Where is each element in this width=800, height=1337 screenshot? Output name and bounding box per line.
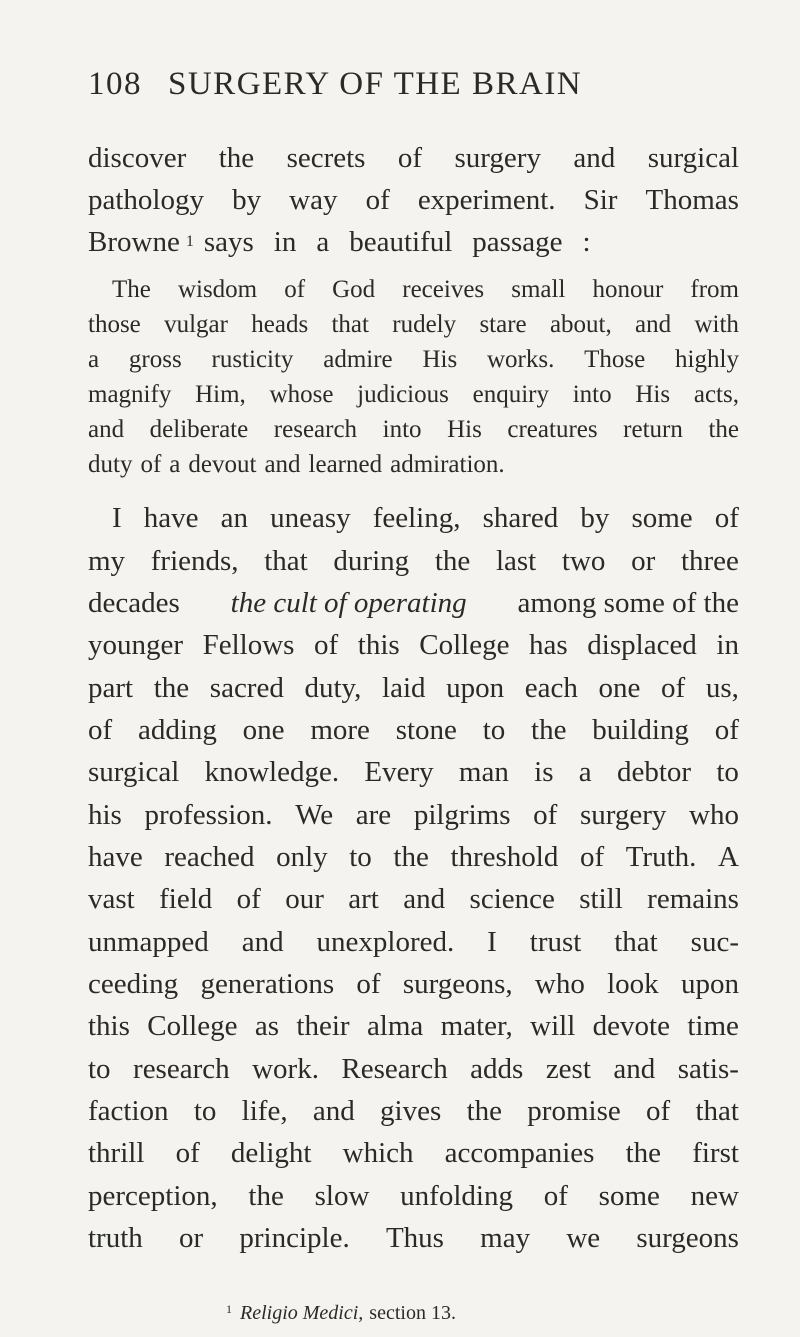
word: an [220, 502, 248, 534]
word: says [203, 226, 254, 258]
word: time [687, 1010, 739, 1042]
word: those [88, 311, 141, 338]
word: wisdom [177, 276, 258, 303]
word: will [530, 1010, 576, 1042]
word: admire [323, 346, 393, 373]
word: I [487, 926, 497, 958]
footnote-mark: 1 [226, 1302, 232, 1316]
word: who [534, 968, 585, 1000]
word: in [273, 226, 297, 258]
paragraph-2-line [88, 1133, 739, 1173]
word: return [623, 416, 683, 443]
word: admiration. [390, 451, 505, 478]
word: adds [470, 1053, 524, 1085]
running-title: SURGERY OF THE BRAIN [168, 66, 583, 102]
word: acts, [693, 381, 739, 408]
word: whose [269, 381, 334, 408]
word: rudely [392, 311, 457, 338]
word: my [88, 545, 126, 577]
word: displaced [587, 629, 697, 661]
word: only [276, 841, 328, 873]
word: surgeons [636, 1222, 739, 1254]
word: and [312, 1095, 355, 1127]
word: surgeons, [402, 968, 513, 1000]
footnote [226, 1302, 456, 1325]
paragraph-1-line: Browne 1 says in a beautiful passage : [88, 222, 739, 262]
word: accompanies [444, 1137, 595, 1169]
word: rusticity [211, 346, 294, 373]
word: remains [647, 883, 739, 915]
word: may [480, 1222, 531, 1254]
word: of [579, 841, 605, 873]
word: passage [472, 226, 563, 258]
word: two [561, 545, 606, 577]
word: of [714, 502, 739, 534]
paragraph-2-line [88, 710, 739, 750]
word: unfolding [400, 1180, 513, 1212]
word: that [331, 311, 369, 338]
word: research [273, 416, 358, 443]
word: of [314, 629, 339, 661]
quotation-line [112, 273, 739, 307]
word: ceeding [88, 968, 179, 1000]
word: perception, [88, 1180, 218, 1212]
word: upon [680, 968, 739, 1000]
word: friends, [150, 545, 239, 577]
word: have [88, 841, 143, 873]
paragraph-2-line [88, 922, 739, 962]
word: to [349, 841, 372, 873]
word: who [689, 799, 739, 831]
word: of [533, 799, 558, 831]
word: and [241, 926, 284, 958]
word: and [88, 416, 125, 443]
word: profession. [144, 799, 273, 831]
word: the [708, 416, 739, 443]
paragraph-2-line [88, 837, 739, 877]
word: and [264, 451, 301, 478]
word: that [614, 926, 658, 958]
paragraph-2-line [88, 1006, 739, 1046]
word: gross [128, 346, 182, 373]
word: Him, [195, 381, 246, 408]
word: surgical [88, 756, 180, 788]
word: a [578, 756, 592, 788]
word: one [598, 672, 641, 704]
word: His [447, 416, 482, 443]
word: uneasy [270, 502, 351, 534]
word: in [716, 629, 739, 661]
word: look [607, 968, 659, 1000]
word: a [316, 226, 330, 258]
word: the [153, 672, 190, 704]
word: alma [366, 1010, 424, 1042]
word: of [365, 184, 390, 216]
paragraph-2-line [88, 879, 739, 919]
word: has [529, 629, 568, 661]
word: of [175, 1137, 200, 1169]
word: or [631, 545, 656, 577]
word: the [434, 545, 471, 577]
word: three [680, 545, 739, 577]
word: principle. [239, 1222, 350, 1254]
word: us, [705, 672, 739, 704]
word: this [357, 629, 400, 661]
word: more [310, 714, 370, 746]
word: the [625, 1137, 662, 1169]
word: surgical [647, 142, 739, 174]
word: of [543, 1180, 568, 1212]
word: that [695, 1095, 739, 1127]
quotation-line [88, 413, 739, 447]
word: about, [549, 311, 612, 338]
word: is [534, 756, 554, 788]
word: life, [241, 1095, 288, 1127]
word: Those [584, 346, 646, 373]
paragraph-2-line [88, 541, 739, 581]
word: and [635, 311, 672, 338]
word: part [88, 672, 134, 704]
word: laid [382, 672, 426, 704]
word: some [598, 1180, 660, 1212]
word: by [580, 502, 610, 534]
word: and [613, 1053, 656, 1085]
word: delight [230, 1137, 312, 1169]
word: which [342, 1137, 414, 1169]
word: way [289, 184, 338, 216]
word: to [482, 714, 506, 746]
paragraph-2-line [88, 1091, 739, 1131]
word: generations [200, 968, 335, 1000]
page-number: 108 [88, 66, 142, 102]
footnote-reference: 1 [185, 233, 194, 250]
word: vast [88, 883, 135, 915]
word: the [531, 714, 567, 746]
footnote-title: Religio Medici, [240, 1302, 364, 1324]
word: are [355, 799, 392, 831]
word: stone [395, 714, 457, 746]
paragraph-2-line [88, 795, 739, 835]
word: sacred [209, 672, 284, 704]
word: unexplored. [316, 926, 455, 958]
word: duty, [304, 672, 362, 704]
word: we [566, 1222, 601, 1254]
word: zest [545, 1053, 591, 1085]
paragraph-1-line [88, 180, 739, 220]
word: I [112, 502, 122, 534]
word: promise [527, 1095, 621, 1127]
word: threshold [450, 841, 559, 873]
word: the [466, 1095, 502, 1127]
word: of [356, 968, 381, 1000]
word: unmapped [88, 926, 209, 958]
word: have [143, 502, 199, 534]
paragraph-2-line [88, 752, 739, 792]
word: discover [88, 142, 187, 174]
word: of [284, 276, 306, 303]
word: heads [251, 311, 309, 338]
word: of [140, 451, 162, 478]
word: secrets [286, 142, 366, 174]
word: a [88, 346, 100, 373]
word: art [348, 883, 379, 915]
word: field [159, 883, 213, 915]
word: Thus [385, 1222, 444, 1254]
word: building [592, 714, 689, 746]
word: faction [88, 1095, 169, 1127]
word: of [88, 714, 113, 746]
word: His [635, 381, 671, 408]
word: slow [314, 1180, 370, 1212]
italic-phrase: the cult of operating [230, 587, 467, 619]
paragraph-2-line [88, 964, 739, 1004]
word: works. [486, 346, 555, 373]
paragraph-1-line [88, 138, 739, 178]
word: science [469, 883, 555, 915]
word: into [382, 416, 422, 443]
word: his [88, 799, 122, 831]
word: magnify [88, 381, 172, 408]
word: the [218, 142, 255, 174]
word: devote [592, 1010, 670, 1042]
word: A [718, 841, 739, 873]
word: Every [364, 756, 434, 788]
word: enquiry [472, 381, 549, 408]
word: devout [188, 451, 257, 478]
word: or [179, 1222, 204, 1254]
word: College [147, 1010, 238, 1042]
word: knowledge. [204, 756, 340, 788]
word: Research [341, 1053, 448, 1085]
word: of [646, 1095, 671, 1127]
word: reached [164, 841, 255, 873]
word: stare [479, 311, 527, 338]
word: surgery [579, 799, 667, 831]
word: highly [675, 346, 739, 373]
paragraph-2-line [88, 1176, 739, 1216]
word: to [716, 756, 739, 788]
word: gives [380, 1095, 442, 1127]
word: man [458, 756, 509, 788]
word: experiment. [417, 184, 556, 216]
word: College [419, 629, 510, 661]
paragraph-2-line [88, 1049, 739, 1089]
word: We [295, 799, 334, 831]
word: honour [592, 276, 664, 303]
word: Sir [583, 184, 618, 216]
word: by [232, 184, 262, 216]
word: still [579, 883, 623, 915]
word: work. [252, 1053, 319, 1085]
word: debtor [616, 756, 692, 788]
word: new [690, 1180, 739, 1212]
word: trust [529, 926, 582, 958]
word: truth [88, 1222, 143, 1254]
word: the [393, 841, 429, 873]
word: satis- [677, 1053, 739, 1085]
word: Truth. [625, 841, 697, 873]
word: to [193, 1095, 217, 1127]
word: and [403, 883, 446, 915]
word: as [254, 1010, 280, 1042]
paragraph-2-line [88, 668, 739, 708]
word: creatures [507, 416, 598, 443]
word: and [573, 142, 616, 174]
paragraph-2-line [88, 625, 739, 665]
word: one [242, 714, 285, 746]
word: small [511, 276, 566, 303]
word: thrill [88, 1137, 145, 1169]
word: pilgrims [413, 799, 511, 831]
word: of [714, 714, 739, 746]
word: of [236, 883, 261, 915]
footnote-text: section 13. [369, 1302, 456, 1324]
word: of [661, 672, 686, 704]
word: younger [88, 629, 184, 661]
word: to [88, 1053, 111, 1085]
word: last [495, 545, 537, 577]
word: learned [308, 451, 383, 478]
word: this [88, 1010, 130, 1042]
word: His [422, 346, 458, 373]
paragraph-2-line [88, 1218, 739, 1258]
word: deliberate [149, 416, 249, 443]
word: pathology [88, 184, 204, 216]
word: judicious [357, 381, 449, 408]
word: into [572, 381, 612, 408]
word: suc- [690, 926, 739, 958]
word: first [692, 1137, 739, 1169]
word: during [333, 545, 410, 577]
word: of [397, 142, 423, 174]
word: God [332, 276, 376, 303]
word: from [690, 276, 739, 303]
word: upon [446, 672, 505, 704]
word: each [524, 672, 578, 704]
word: our [285, 883, 324, 915]
word: Fellows [202, 629, 295, 661]
word: : [582, 226, 591, 258]
word: beautiful [349, 226, 453, 258]
word: their [296, 1010, 350, 1042]
word: duty [88, 451, 133, 478]
running-header [88, 66, 748, 116]
quotation-line [88, 308, 739, 342]
word: that [264, 545, 308, 577]
quotation-line [88, 343, 739, 377]
quotation-line [88, 448, 739, 482]
word: the [248, 1180, 284, 1212]
word: a [169, 451, 181, 478]
word: feeling, [372, 502, 461, 534]
word: The [112, 276, 151, 303]
quotation-line [88, 378, 739, 412]
word: research [133, 1053, 230, 1085]
word: shared [482, 502, 559, 534]
word: receives [402, 276, 485, 303]
word: some [631, 502, 693, 534]
word: with [694, 311, 739, 338]
word: surgery [454, 142, 541, 174]
word: adding [137, 714, 217, 746]
paragraph-2-line: decades the cult of operating among some of the [88, 583, 739, 623]
word: Thomas [645, 184, 739, 216]
word: vulgar [164, 311, 228, 338]
word: mater, [440, 1010, 513, 1042]
paragraph-2-line [112, 498, 739, 538]
